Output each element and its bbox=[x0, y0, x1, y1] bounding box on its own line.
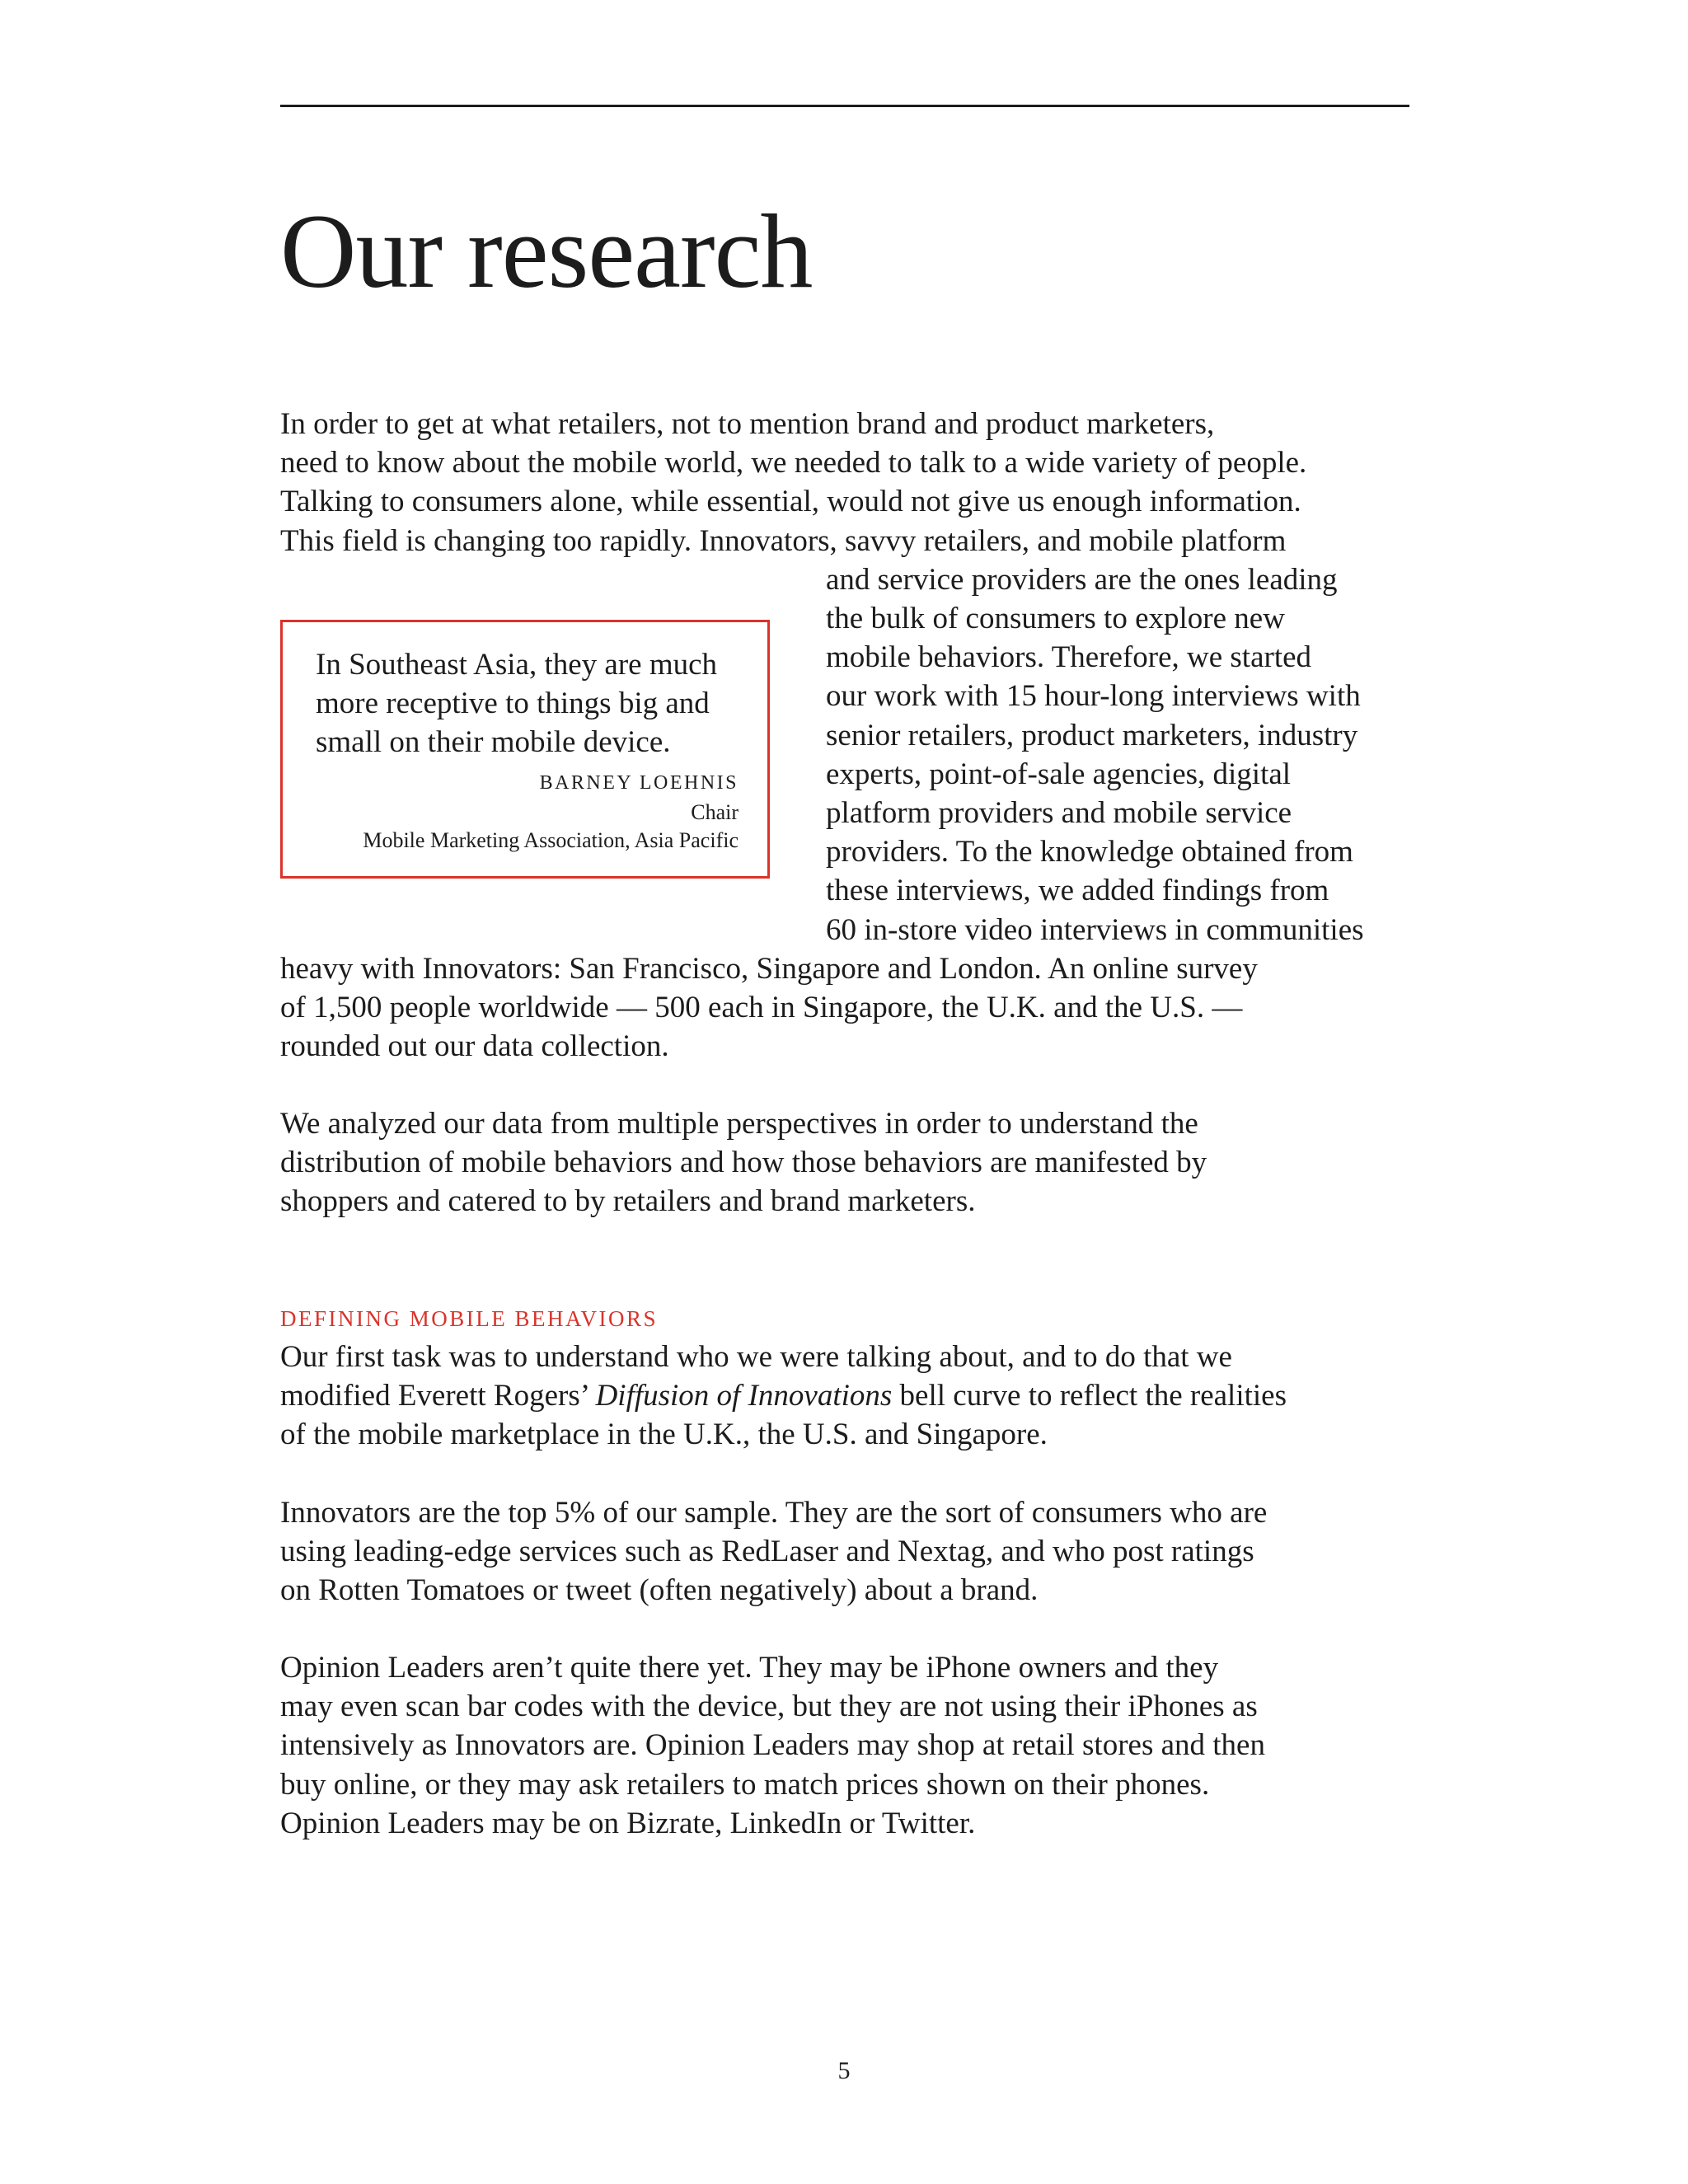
quote-attribution-name: BARNEY LOEHNIS bbox=[539, 772, 738, 794]
book-title: Diffusion of Innovations bbox=[595, 1379, 893, 1413]
text-line bbox=[280, 1376, 1434, 1415]
top-rule bbox=[280, 105, 1409, 107]
text-line: mobile behaviors. Therefore, we started bbox=[826, 640, 1312, 675]
text-line: Our first task was to understand who we were talking about, and to do that we bbox=[280, 1340, 1232, 1374]
opinion-leaders-paragraph bbox=[280, 1648, 1434, 1843]
text-line: Talking to consumers alone, while essential, would not give us enough information. bbox=[280, 485, 1301, 519]
text-line: We analyzed our data from multiple perspectives in order to understand the bbox=[280, 1107, 1198, 1141]
quote-line: small on their mobile device. bbox=[316, 725, 671, 759]
text-line: our work with 15 hour-long interviews with bbox=[826, 679, 1361, 714]
text-line: on Rotten Tomatoes or tweet (often negatively) about a brand. bbox=[280, 1573, 1039, 1608]
text-line: using leading-edge services such as RedLaser and Nextag, and who post ratings bbox=[280, 1535, 1254, 1569]
page-number: 5 bbox=[837, 2057, 851, 2084]
page-title: Our research bbox=[280, 193, 813, 310]
text-line: This field is changing too rapidly. Innovators, savvy retailers, and mobile platform bbox=[280, 523, 1287, 558]
text-line: shoppers and catered to by retailers and brand marketers. bbox=[280, 1184, 976, 1219]
text-segment: modified Everett Rogers’ bbox=[280, 1379, 596, 1413]
text-line: 60 in-store video interviews in communities bbox=[826, 912, 1364, 947]
text-line: Opinion Leaders may be on Bizrate, LinkedIn or Twitter. bbox=[280, 1806, 976, 1840]
text-line: of 1,500 people worldwide — 500 each in Singapore, the U.K. and the U.S. — bbox=[280, 991, 1243, 1025]
text-line: these interviews, we added findings from bbox=[826, 874, 1329, 908]
text-line: senior retailers, product marketers, industry bbox=[826, 718, 1358, 752]
quote-attribution-organization: Mobile Marketing Association, Asia Pacific bbox=[363, 828, 738, 852]
text-line: the bulk of consumers to explore new bbox=[826, 602, 1285, 636]
quote-attribution-role: Chair bbox=[691, 800, 738, 824]
text-line: experts, point-of-sale agencies, digital bbox=[826, 757, 1292, 791]
text-line: need to know about the mobile world, we needed to talk to a wide variety of people. bbox=[280, 446, 1307, 480]
analysis-paragraph bbox=[280, 1104, 1434, 1221]
text-line: of the mobile marketplace in the U.K., the U.S. and Singapore. bbox=[280, 1418, 1048, 1452]
text-line: distribution of mobile behaviors and how those behaviors are manifested by bbox=[280, 1146, 1207, 1180]
text-line: intensively as Innovators are. Opinion Leaders may shop at retail stores and then bbox=[280, 1728, 1265, 1763]
text-segment: bell curve to reflect the realities bbox=[892, 1379, 1287, 1413]
pull-quote-text bbox=[316, 645, 717, 762]
text-line: rounded out our data collection. bbox=[280, 1029, 669, 1064]
text-line: and service providers are the ones leading bbox=[826, 562, 1338, 597]
text-line: may even scan bar codes with the device, but they are not using their iPhones as bbox=[280, 1690, 1258, 1724]
quote-line: In Southeast Asia, they are much bbox=[316, 648, 718, 682]
text-line: providers. To the knowledge obtained from bbox=[826, 835, 1353, 869]
pull-quote-box bbox=[280, 620, 770, 879]
innovators-paragraph bbox=[280, 1493, 1434, 1610]
text-line: Opinion Leaders aren’t quite there yet. They may be iPhone owners and they bbox=[280, 1651, 1219, 1685]
quote-line: more receptive to things big and bbox=[316, 687, 710, 720]
text-line: buy online, or they may ask retailers to match prices shown on their phones. bbox=[280, 1767, 1210, 1802]
section-heading: DEFINING MOBILE BEHAVIORS bbox=[280, 1306, 659, 1331]
text-line: In order to get at what retailers, not to mention brand and product marketers, bbox=[280, 407, 1215, 441]
text-line: Innovators are the top 5% of our sample. They are the sort of consumers who are bbox=[280, 1496, 1268, 1530]
text-line: heavy with Innovators: San Francisco, Singapore and London. An online survey bbox=[280, 951, 1258, 986]
text-line: platform providers and mobile service bbox=[826, 796, 1292, 831]
defining-paragraph bbox=[280, 1338, 1434, 1455]
